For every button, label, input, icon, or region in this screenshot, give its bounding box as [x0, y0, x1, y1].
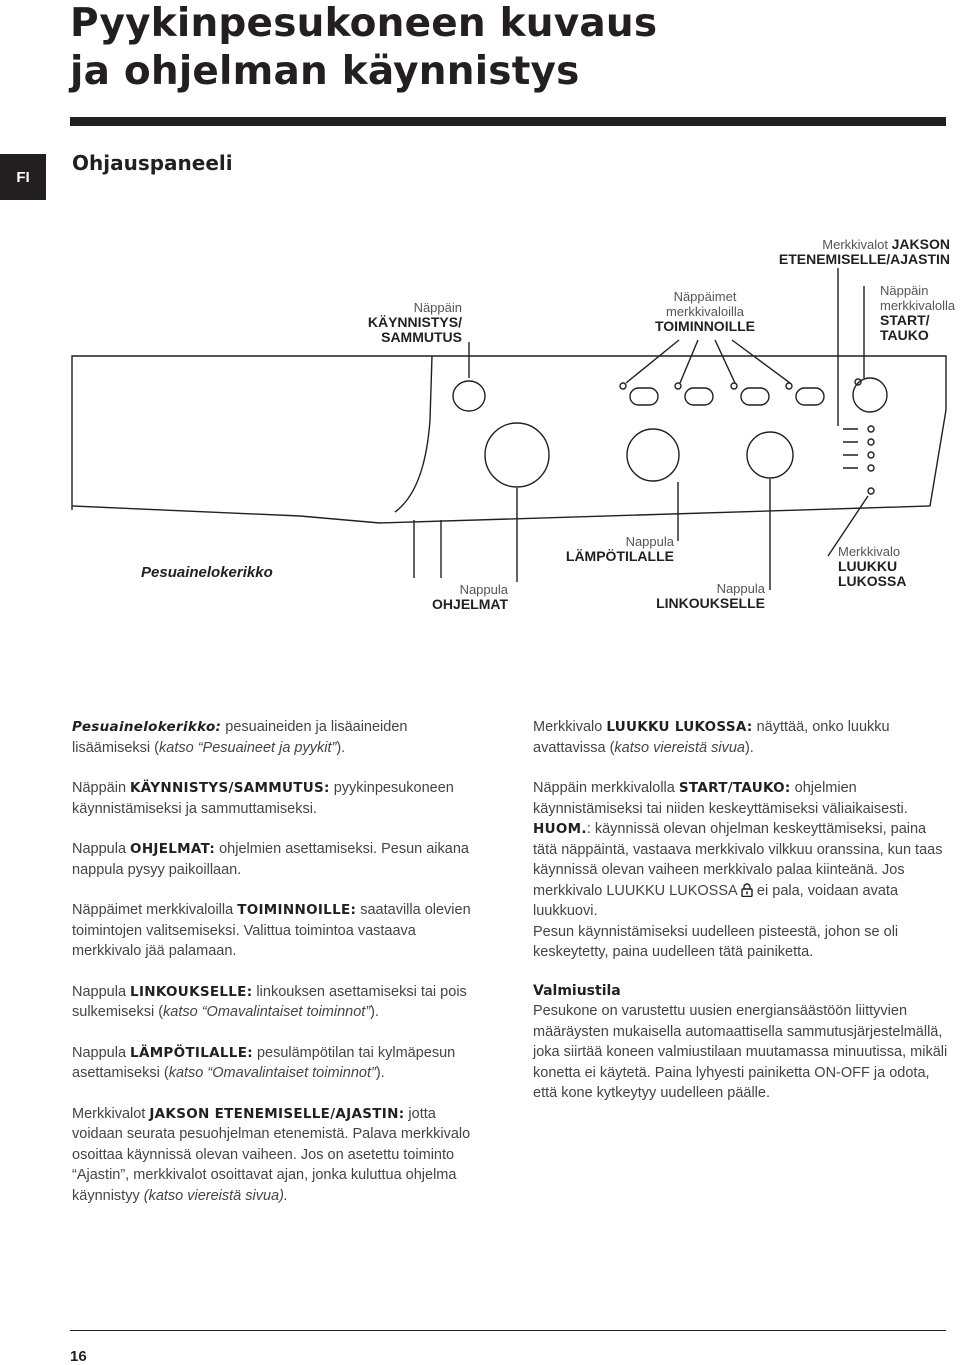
label-doorlock-b2: LUKOSSA: [838, 573, 907, 589]
left-paragraph-7: [72, 1104, 482, 1207]
option-button-2: [685, 388, 713, 405]
label-detergent: Pesuainelokerikko: [141, 564, 273, 581]
left-column: [72, 717, 482, 1226]
left-p4-bold: TOIMINNOILLE:: [237, 902, 357, 918]
right-p1-text2: ).: [744, 739, 754, 756]
left-p4-pre: Näppäimet merkkivaloilla: [72, 902, 238, 918]
left-paragraph-1: [72, 717, 482, 758]
right-p2-text: ohjelmien käynnistämiseksi tai niiden keskeyttämiseksi väliaikaisesti.: [533, 780, 908, 817]
label-options-pre1: Näppäimet: [673, 289, 737, 304]
option-button-3: [741, 388, 769, 405]
right-p2-huom: HUOM.: [533, 821, 587, 837]
program-knob: [485, 423, 549, 487]
left-paragraph-3: [72, 839, 482, 880]
section-title: Ohjauspaneeli: [72, 151, 233, 175]
right-p1-pre: Merkkivalo: [533, 719, 607, 735]
left-paragraph-5: [72, 982, 482, 1023]
right-paragraph-1: [533, 717, 948, 758]
option-button-1: [630, 388, 658, 405]
label-start-b2: TAUKO: [880, 327, 929, 343]
left-p6-pre: Nappula: [72, 1044, 131, 1061]
right-p1-italic: katso viereistä sivua: [614, 739, 745, 756]
right-column: [533, 717, 948, 1124]
label-programs-b1: OHJELMAT: [432, 596, 508, 612]
left-p1-text1: pesuaineiden ja lisäaineiden lisäämiseksi (: [72, 719, 408, 756]
label-jakso-b2: ETENEMISELLE/AJASTIN: [778, 251, 950, 267]
option-button-4: [796, 388, 824, 405]
left-p4-text: saatavilla olevien toimintojen valitsemiseksi. Valittua toimintoa vastaava merkkivalo jää palamaan.: [72, 902, 471, 959]
left-p1-text2: ).: [336, 739, 346, 756]
left-p1-italic: katso “Pesuaineet ja pyykit”: [159, 739, 337, 756]
label-programs-pre: Nappula: [459, 582, 508, 597]
right-p3-heading: Valmiustila: [533, 982, 621, 999]
left-p7-italic: (katso viereistä sivua).: [143, 1187, 288, 1204]
label-jakso-b1: JAKSON: [891, 236, 950, 252]
title-line-1: Pyykinpesukoneen kuvaus: [70, 1, 658, 46]
right-p2-text3: ei pala, voidaan avata luukkuovi.: [533, 882, 899, 919]
detergent-drawer-edge: [72, 356, 432, 512]
label-doorlock-pre: Merkkivalo: [838, 544, 901, 559]
left-p3-text: ohjelmien asettamiseksi. Pesun aikana nappula pysyy paikoillaan.: [72, 841, 469, 878]
leader-detergent: [414, 520, 441, 578]
label-start-b1: START/: [880, 312, 930, 328]
label-spin-pre: Nappula: [716, 581, 765, 596]
left-p1-bold: Pesuainelokerikko:: [72, 719, 222, 735]
progress-ticks: [843, 429, 858, 468]
footer-rule: [70, 1330, 946, 1331]
label-temperature-b1: LÄMPÖTILALLE: [565, 548, 674, 564]
option-led-4: [786, 383, 792, 389]
label-options-pre2: merkkivaloilla: [665, 304, 745, 319]
left-p6-bold: LÄMPÖTILALLE:: [130, 1044, 253, 1061]
door-lock-led: [868, 488, 874, 494]
left-p2-pre: Näppäin: [72, 780, 131, 796]
right-p1-text: näyttää, onko luukku avattavissa (: [533, 719, 890, 756]
left-p3-pre: Nappula: [72, 841, 131, 857]
label-doorlock-b1: LUUKKU: [838, 558, 898, 574]
right-p3-text: Pesukone on varustettu uusien energiansäästöön liittyvien määräysten mukaisella automaattisella sammutusjärjestelmällä, joka siirtää koneen valmiustilaan muutamassa minuutissa, mikäli konetta ei käytetä. Paina lyhyesti painiketta ON-OFF ja odota, että kone kytkeytyy uudelleen päälle.: [533, 1003, 948, 1101]
left-p3-bold: OHJELMAT:: [130, 841, 216, 857]
option-led-3: [731, 383, 737, 389]
spin-knob: [747, 432, 793, 478]
left-p5-text1: linkouksen asettamiseksi tai pois sulkemiseksi (: [72, 983, 467, 1020]
left-p6-italic: katso “Omavalintaiset toiminnot”: [168, 1065, 376, 1081]
progress-led-3: [868, 452, 874, 458]
option-led-2: [675, 383, 681, 389]
label-start-pre1: Näppäin: [880, 283, 929, 298]
left-p2-text: pyykinpesukoneen käynnistämiseksi ja sammuttamiseksi.: [72, 780, 454, 817]
temperature-knob: [627, 429, 679, 481]
option-led-1: [620, 383, 626, 389]
right-paragraph-3: [533, 981, 948, 1104]
right-p1-bold: LUUKKU LUKOSSA:: [606, 719, 753, 735]
left-p6-text1: pesulämpötilan tai kylmäpesun asettamiseksi (: [72, 1044, 456, 1081]
right-paragraph-2: [533, 778, 948, 963]
right-p2-pre: Näppäin merkkivalolla: [533, 780, 679, 796]
progress-led-4: [868, 465, 874, 471]
left-paragraph-4: [72, 900, 482, 962]
left-paragraph-2: [72, 778, 482, 819]
label-jakso-pre: Merkkivalot: [822, 237, 889, 252]
right-p2-text4: Pesun käynnistämiseksi uudelleen pisteestä, johon se oli keskeytetty, paina uudelleen tätä painiketta.: [533, 923, 899, 960]
label-onoff-b1: KÄYNNISTYS/: [367, 314, 462, 330]
progress-led-1: [868, 426, 874, 432]
left-p5-bold: LINKOUKSELLE:: [130, 983, 253, 1000]
label-start-pre2: merkkivalolla: [880, 298, 956, 313]
control-panel-diagram: [0, 0, 960, 660]
left-p5-pre: Nappula: [72, 983, 131, 1000]
left-p7-bold: JAKSON ETENEMISELLE/AJASTIN:: [149, 1105, 405, 1122]
label-onoff-b2: SAMMUTUS: [381, 329, 462, 345]
panel-outline: [72, 356, 946, 523]
leader-doorlock: [828, 496, 868, 556]
label-spin-b1: LINKOUKSELLE: [656, 595, 765, 611]
language-badge: FI: [0, 154, 46, 200]
left-p2-bold: KÄYNNISTYS/SAMMUTUS:: [130, 780, 330, 796]
label-onoff-pre: Näppäin: [413, 300, 462, 315]
lock-icon: [741, 883, 753, 897]
leader-options: [626, 340, 790, 383]
left-p5-text2: ).: [370, 1004, 380, 1020]
title-line-2: ja ohjelman käynnistys: [70, 49, 580, 94]
label-temperature-pre: Nappula: [625, 534, 674, 549]
label-options-b1: TOIMINNOILLE: [654, 318, 756, 334]
start-button: [853, 378, 887, 412]
page-number: 16: [70, 1348, 87, 1365]
right-p2-bold: START/TAUKO:: [678, 780, 791, 796]
left-p7-pre: Merkkivalot: [72, 1105, 150, 1122]
left-p5-italic: katso “Omavalintaiset toiminnot”: [163, 1004, 371, 1020]
left-paragraph-6: [72, 1043, 482, 1084]
left-p7-text: jotta voidaan seurata pesuohjelman etenemistä. Palava merkkivalo osoittaa käynnissä olevan vaiheen. Jos on asetettu toiminto “Ajastin”, merkkivalot osoittavat ajan, jonka kuluttua ohjelma käynnistyy: [72, 1105, 471, 1204]
onoff-button: [453, 381, 485, 411]
right-p2-text2: : käynnissä olevan ohjelman keskeyttämiseksi, paina tätä näppäintä, vastaava merkkivalo vilkkuu oranssina, kun taas käynnissä olevan vaiheen merkkivalo palaa kiinteänä. Jos merkkivalo LUUKKU LUKOSSA: [533, 821, 943, 899]
progress-led-2: [868, 439, 874, 445]
left-p6-text2: ).: [375, 1065, 385, 1081]
